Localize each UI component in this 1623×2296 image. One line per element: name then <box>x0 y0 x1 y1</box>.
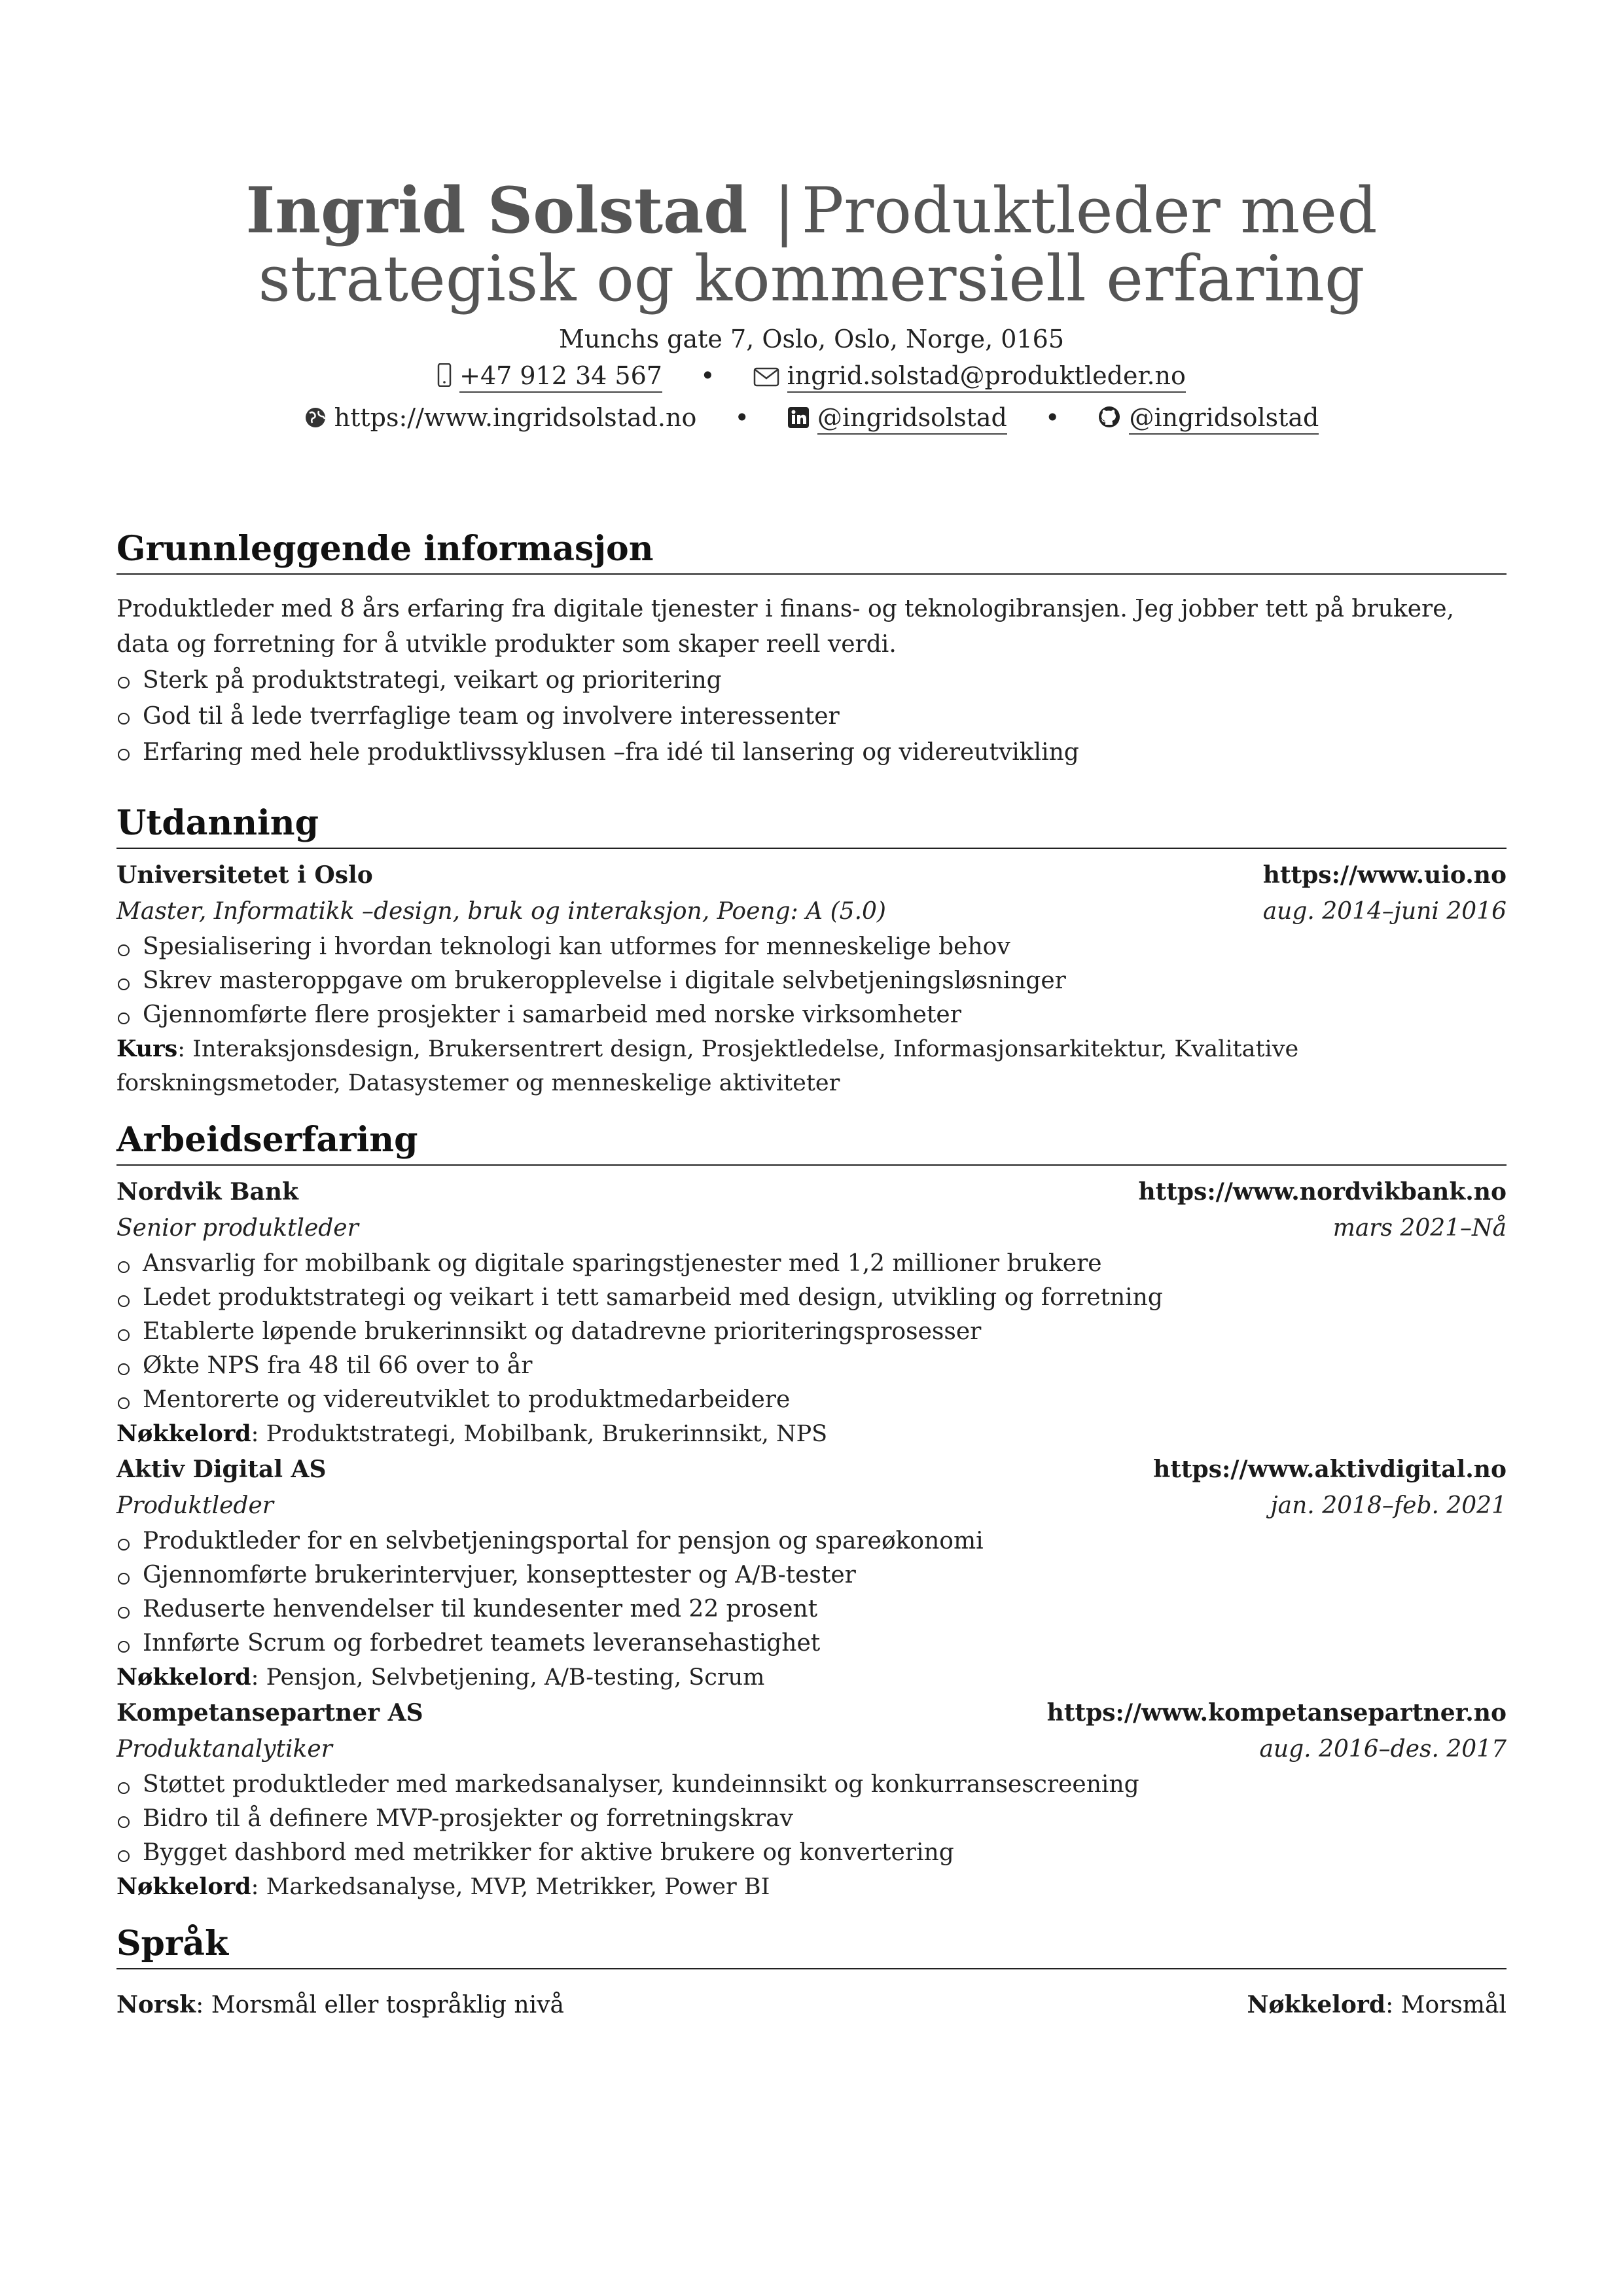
title-line-1 <box>0 173 1623 247</box>
section-title: Språk <box>116 1924 1507 1969</box>
phone-link[interactable]: +47 912 34 567 <box>459 361 662 393</box>
contact-line-1 <box>0 356 1623 398</box>
job-role: Senior produktleder <box>116 1215 359 1242</box>
job-role: Produktleder <box>116 1492 274 1519</box>
job-bullets <box>116 1524 1507 1660</box>
list-item: Bygget dashbord med metrikker for aktive brukere og konvertering <box>116 1836 1507 1870</box>
list-item: Produktleder for en selvbetjeningsportal for pensjon og spareøkonomi <box>116 1524 1507 1558</box>
job-keywords: Nøkkelord: Markedsanalyse, MVP, Metrikker, Power BI <box>116 1873 770 1900</box>
job-dates: mars 2021–Nå <box>1332 1215 1507 1242</box>
keywords-label: Nøkkelord <box>1247 1991 1386 2018</box>
school-url[interactable]: https://www.uio.no <box>1262 861 1507 889</box>
keywords-label: Nøkkelord <box>116 1664 251 1691</box>
company-url[interactable]: https://www.kompetansepartner.no <box>1046 1699 1507 1727</box>
resume-header <box>0 173 1623 440</box>
candidate-name: Ingrid Solstad <box>245 173 748 247</box>
headline-part-2: strategisk og kommersiell erfaring <box>258 242 1365 315</box>
courses-list: Interaksjonsdesign, Brukersentrert design, Prosjektledelse, Informasjonsarkitektur, Kvalitative forskningsmetoder, Datasystemer og menneskelige aktiviteter <box>116 1036 1299 1096</box>
list-item: Etablerte løpende brukerinnsikt og datadrevne prioriteringsprosesser <box>116 1315 1507 1349</box>
list-item: Mentorerte og videreutviklet to produktmedarbeidere <box>116 1383 1507 1417</box>
education-head <box>116 857 1507 893</box>
company-name: Kompetansepartner AS <box>116 1699 423 1727</box>
language-entry: Norsk: Morsmål eller tospråklig nivå <box>116 1991 564 2018</box>
language-keywords: Nøkkelord: Morsmål <box>1247 1991 1507 2018</box>
keywords-list: Morsmål <box>1400 1992 1507 2018</box>
list-item: Ansvarlig for mobilbank og digitale sparingstjenester med 1,2 millioner brukere <box>116 1247 1507 1281</box>
list-item: Gjennomførte flere prosjekter i samarbeid med norske virksomheter <box>116 998 1507 1032</box>
github-icon <box>1097 401 1121 440</box>
job-sub <box>116 1731 1507 1768</box>
list-item: God til å lede tverrfaglige team og involvere interessenter <box>116 698 1507 734</box>
keywords-label: Nøkkelord <box>116 1873 251 1900</box>
education-section <box>116 803 1507 1100</box>
list-item: Bidro til å definere MVP-prosjekter og forretningskrav <box>116 1802 1507 1836</box>
contact-line-2 <box>0 398 1623 440</box>
education-sub <box>116 893 1507 930</box>
company-url[interactable]: https://www.nordvikbank.no <box>1138 1178 1507 1206</box>
job-keywords: Nøkkelord: Produktstrategi, Mobilbank, Brukerinnsikt, NPS <box>116 1420 828 1447</box>
courses: Kurs: Interaksjonsdesign, Brukersentrert design, Prosjektledelse, Informasjonsarkitektur, Kvalitative forskningsmetoder, Datasystemer og menneskelige aktiviteter <box>116 1035 1299 1096</box>
company-name: Aktiv Digital AS <box>116 1456 327 1483</box>
summary-bullets <box>116 662 1507 770</box>
job-entry <box>116 1695 1507 1904</box>
job-role: Produktanalytiker <box>116 1736 332 1763</box>
company-url[interactable]: https://www.aktivdigital.no <box>1153 1456 1507 1483</box>
list-item: Gjennomførte brukerintervjuer, konsepttester og A/B-tester <box>116 1558 1507 1592</box>
courses-label: Kurs <box>116 1035 178 1062</box>
section-title: Utdanning <box>116 803 1507 849</box>
job-bullets <box>116 1247 1507 1417</box>
website-link[interactable]: https://www.ingridsolstad.no <box>334 403 697 432</box>
list-item: Ledet produktstrategi og veikart i tett samarbeid med design, utvikling og forretning <box>116 1281 1507 1315</box>
globe-icon <box>304 401 327 440</box>
company-name: Nordvik Bank <box>116 1178 298 1206</box>
language-row <box>116 1986 1507 2024</box>
mobile-phone-icon <box>437 359 452 398</box>
contact-bullet: • <box>1044 403 1060 432</box>
language-name: Norsk <box>116 1991 196 2018</box>
list-item: Skrev masteroppgave om brukeropplevelse i digitale selvbetjeningsløsninger <box>116 964 1507 998</box>
section-title: Grunnleggende informasjon <box>116 529 1507 575</box>
education-bullets <box>116 930 1507 1032</box>
list-item: Reduserte henvendelser til kundesenter med 22 prosent <box>116 1592 1507 1626</box>
title-separator: | <box>774 174 795 247</box>
keywords-list: Pensjon, Selvbetjening, A/B-testing, Scrum <box>266 1664 765 1691</box>
job-head <box>116 1695 1507 1731</box>
section-title: Arbeidserfaring <box>116 1120 1507 1166</box>
keywords-label: Nøkkelord <box>116 1420 251 1447</box>
linkedin-link[interactable]: @ingridsolstad <box>817 403 1007 435</box>
job-dates: aug. 2016–des. 2017 <box>1259 1736 1507 1763</box>
list-item: Økte NPS fra 48 til 66 over to år <box>116 1349 1507 1383</box>
title-line-2 <box>0 242 1623 315</box>
github-link[interactable]: @ingridsolstad <box>1129 403 1319 435</box>
list-item: Innførte Scrum og forbedret teamets leveransehastighet <box>116 1626 1507 1660</box>
contact-bullet: • <box>700 361 715 390</box>
education-dates: aug. 2014–juni 2016 <box>1262 898 1507 925</box>
envelope-icon <box>753 359 779 398</box>
job-bullets <box>116 1768 1507 1870</box>
job-keywords: Nøkkelord: Pensjon, Selvbetjening, A/B-testing, Scrum <box>116 1664 765 1691</box>
keywords-list: Produktstrategi, Mobilbank, Brukerinnsikt, NPS <box>266 1421 828 1447</box>
summary-section <box>116 529 1507 770</box>
job-head <box>116 1174 1507 1210</box>
job-entry <box>116 1174 1507 1451</box>
resume-content <box>116 529 1507 2024</box>
job-sub <box>116 1210 1507 1247</box>
summary-text: Produktleder med 8 års erfaring fra digitale tjenester i finans- og teknologibransjen. Jeg jobber tett på brukere, data og forretning for å utvikle produkter som skaper reell verdi. <box>116 596 1454 658</box>
language-level: Morsmål eller tospråklig nivå <box>211 1992 564 2018</box>
languages-section <box>116 1924 1507 2024</box>
contact-bullet: • <box>734 403 749 432</box>
job-dates: jan. 2018–feb. 2021 <box>1270 1492 1507 1519</box>
list-item: Spesialisering i hvordan teknologi kan utformes for menneskelige behov <box>116 930 1507 964</box>
job-head <box>116 1451 1507 1488</box>
list-item: Støttet produktleder med markedsanalyser, kundeinnsikt og konkurransescreening <box>116 1768 1507 1802</box>
list-item: Sterk på produktstrategi, veikart og prioritering <box>116 662 1507 698</box>
address: Munchs gate 7, Oslo, Oslo, Norge, 0165 <box>558 325 1064 353</box>
job-entry <box>116 1451 1507 1695</box>
degree: Master, Informatikk –design, bruk og interaksjon, Poeng: A (5.0) <box>116 898 886 925</box>
experience-section <box>116 1120 1507 1904</box>
email-link[interactable]: ingrid.solstad@produktleder.no <box>787 361 1186 393</box>
headline-part-1: Produktleder med <box>801 174 1378 247</box>
linkedin-icon <box>787 401 810 440</box>
job-sub <box>116 1488 1507 1524</box>
keywords-list: Markedsanalyse, MVP, Metrikker, Power BI <box>266 1874 770 1900</box>
list-item: Erfaring med hele produktlivssyklusen –fra idé til lansering og videreutvikling <box>116 734 1507 770</box>
school-name: Universitetet i Oslo <box>116 861 373 889</box>
